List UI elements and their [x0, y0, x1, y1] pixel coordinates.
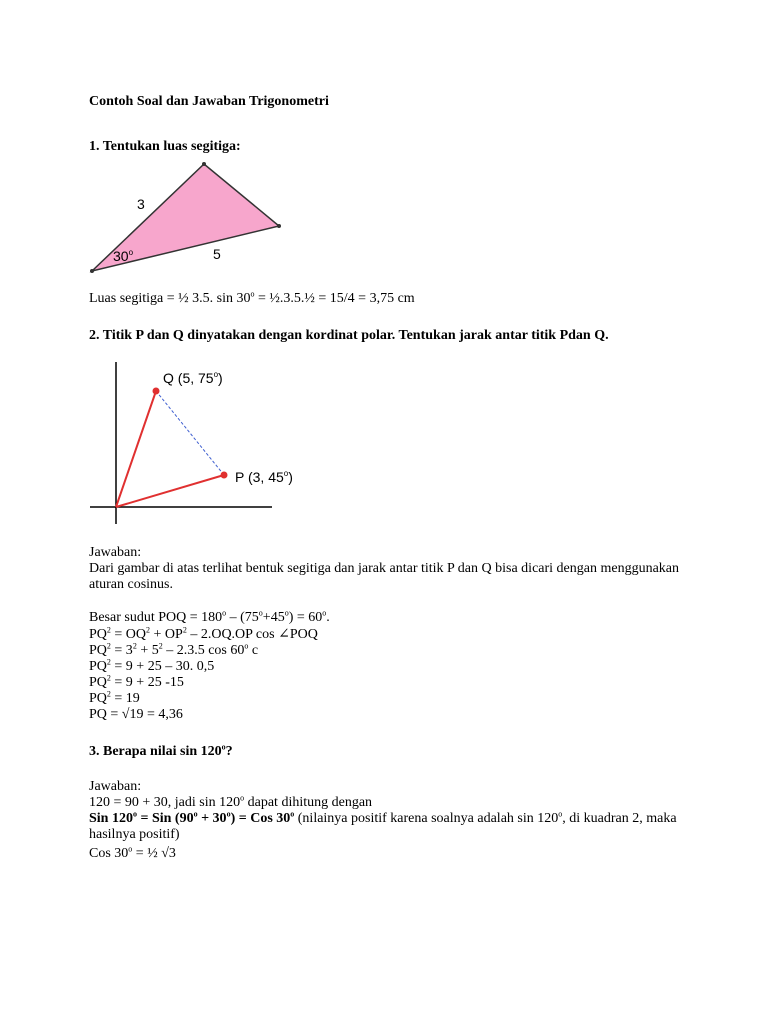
point-q — [153, 388, 160, 395]
segment-op — [116, 475, 224, 507]
q2-line-substitution: $PQ^2 = 3^2 + 5^2 - 2.3.5$ cos 60$^o$ c — [89, 641, 259, 658]
q2-line-result: PQ = √19 = 4,36 — [89, 707, 183, 722]
segment-pq-dashed — [156, 391, 224, 475]
point-q-label: Q (5, 75$^o$) — [163, 370, 223, 386]
q3-line-result: Cos $30^o$ = ½ √3 — [89, 844, 176, 861]
angle-label: 30$^o$ — [113, 248, 134, 264]
q2-line-cosine-rule: $PQ^2 = OQ^2 + OP^2 - 2.OQ.OP$ cos ∠POQ — [89, 625, 318, 642]
question-1-heading: 1. Tentukan luas segitiga: — [89, 139, 241, 154]
point-p-label: P (3, 45$^o$) — [235, 469, 293, 485]
q3-line-decompose: 120 = 90 + 30, jadi sin 120$^o$ dapat dihitung dengan — [89, 793, 373, 810]
question-2-explanation: Dari gambar di atas terlihat bentuk segitiga dan jarak antar titik P dan Q bisa dicari dengan menggunakan aturan cosinus. — [89, 561, 680, 592]
q2-line-step-1: $PQ^2 = 9 + 25 - 30$. 0,5 — [89, 657, 215, 674]
question-3-heading: 3. Berapa nilai sin 120$^o$? — [89, 742, 233, 759]
point-p — [221, 472, 228, 479]
document-title: Contoh Soal dan Jawaban Trigonometri — [89, 94, 329, 109]
q2-line-angle: Besar sudut POQ = $180^o - (75^o+45^o) = 60^o$. — [89, 608, 330, 625]
question-2-jawaban: Jawaban: — [89, 545, 142, 560]
question-1-answer: Luas segitiga = ½ 3.5. $\sin 30^o$ = ½.3.5.½ = 15/4 = 3,75 cm — [89, 289, 415, 306]
question-2-heading: 2. Titik P dan Q dinyatakan dengan kordinat polar. Tentukan jarak antar titik Pdan Q. — [89, 328, 609, 343]
q3-line-identity: Sin $120^o$ = Sin $(90^o + 30^o)$ = Cos 30$^o$ (nilainya positif karena soalnya adalah sin 120$^o$, di kuadran 2, maka hasilnya positif) — [89, 809, 677, 842]
q2-line-step-3: $PQ^2 = 19$ — [89, 689, 140, 706]
question-3-jawaban: Jawaban: — [89, 779, 142, 794]
side-label-3: 3 — [137, 196, 145, 212]
segment-oq — [116, 391, 156, 507]
q2-line-step-2: $PQ^2 = 9 + 25$ -15 — [89, 673, 184, 690]
side-label-5: 5 — [213, 246, 221, 262]
